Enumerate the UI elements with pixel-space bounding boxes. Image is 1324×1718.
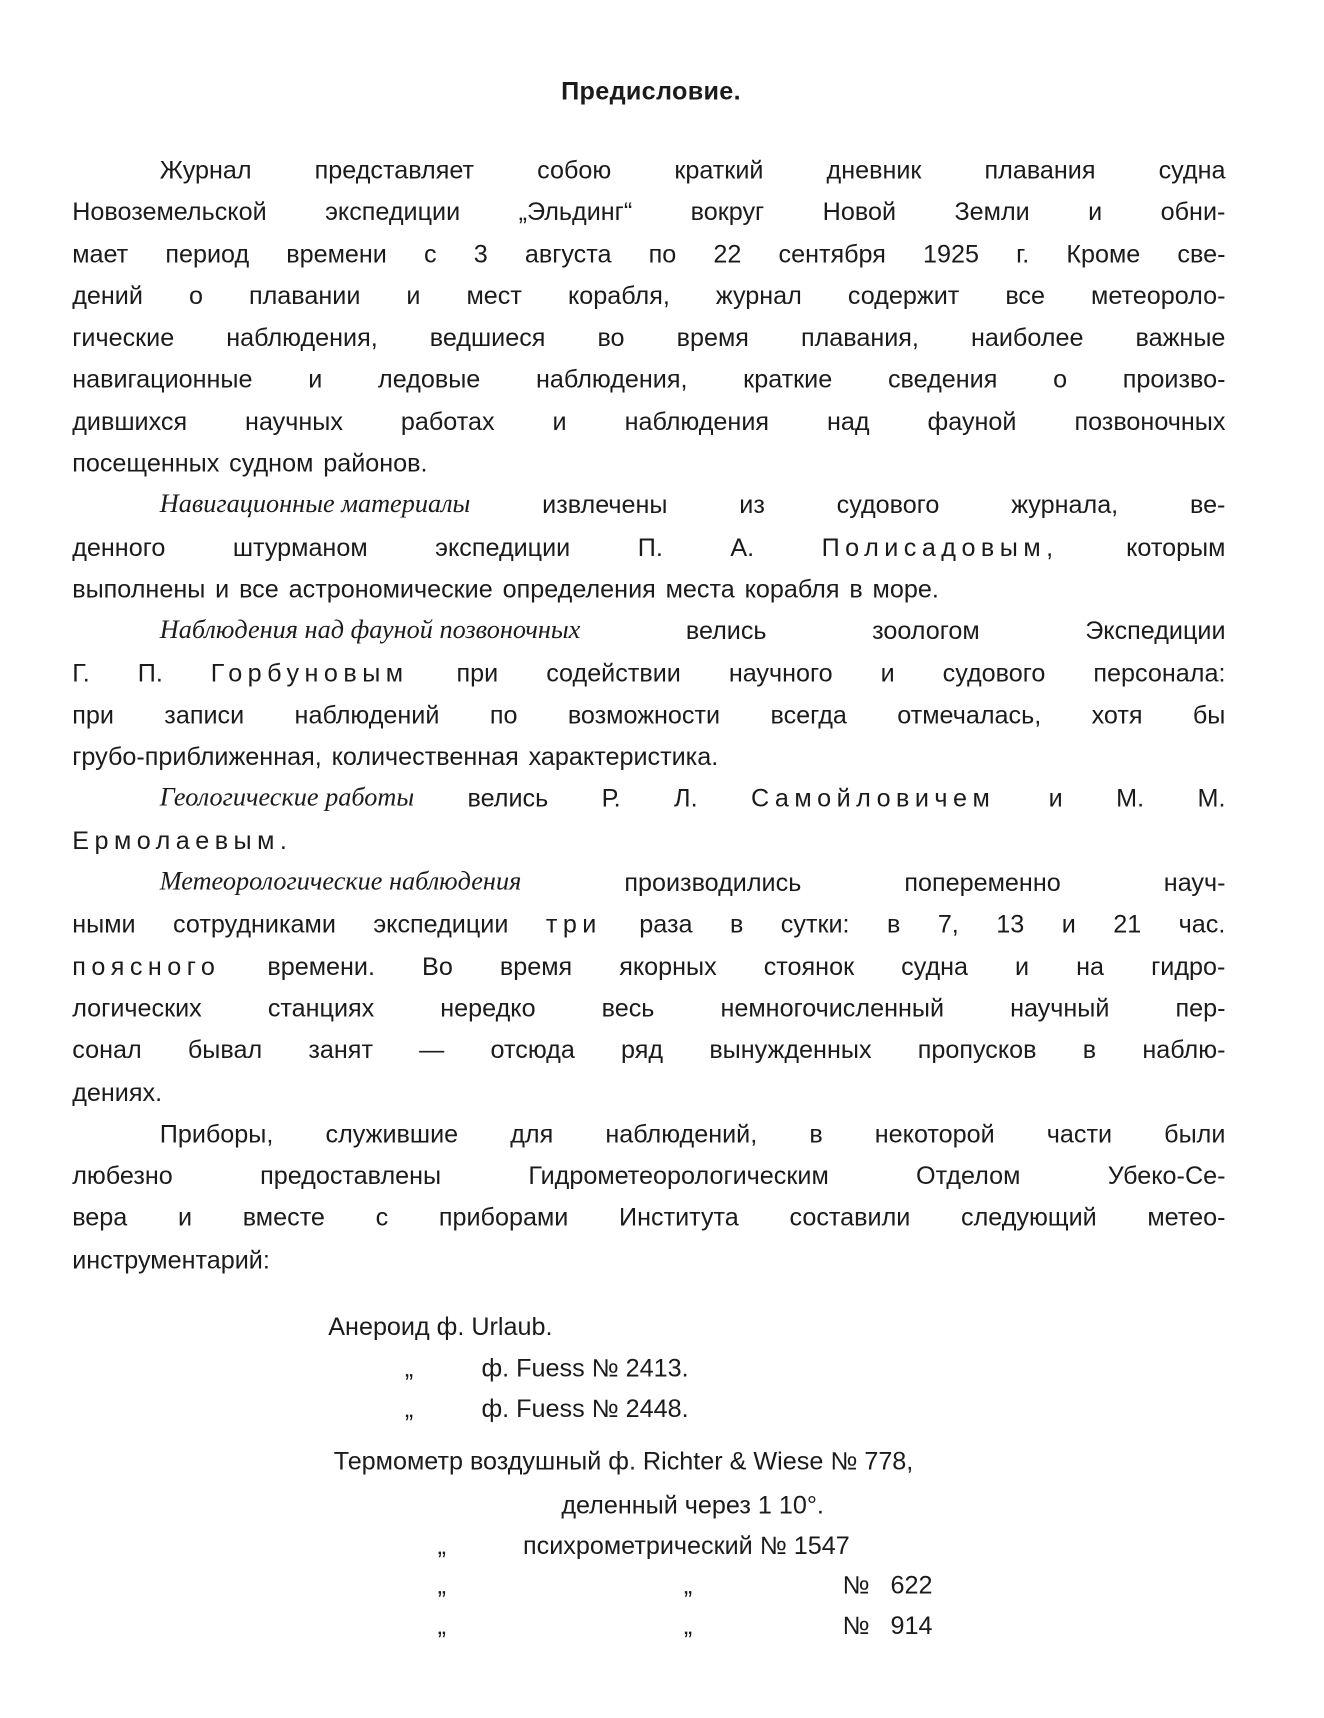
word: занят: [308, 1035, 373, 1064]
ditto-mark: „: [437, 1570, 447, 1599]
word: возможности: [567, 700, 721, 729]
word: денного: [72, 532, 166, 562]
word: судном: [229, 448, 314, 478]
word: времени: [286, 239, 387, 268]
word: всегда: [770, 700, 847, 729]
word: весь: [601, 993, 655, 1023]
word: судна: [1158, 155, 1226, 184]
word: Р.: [601, 784, 621, 813]
text-line: [72, 1238, 1225, 1280]
word: произво-: [1122, 364, 1226, 394]
word: персонала:: [1093, 658, 1226, 687]
word: 13: [996, 909, 1025, 939]
word: сентября: [778, 239, 886, 268]
word: гидро-: [1151, 951, 1226, 981]
word: 3: [473, 239, 488, 268]
word: во: [597, 323, 625, 352]
text-line: [72, 610, 1225, 652]
word: Полисадовым,: [821, 532, 1059, 562]
word: обни-: [1160, 197, 1226, 226]
word: велись: [467, 784, 549, 813]
instrument-aneroid-fuess-2448: ф. Fuess № 2448.: [481, 1394, 689, 1423]
word: А.: [730, 532, 755, 562]
word: бы: [1192, 700, 1226, 729]
word: Новоземельской: [72, 197, 267, 226]
text-line: [72, 358, 1225, 400]
word: метео-: [1147, 1203, 1226, 1232]
word: Института: [619, 1203, 739, 1232]
word: наблюдения,: [536, 364, 688, 394]
word: количественная: [331, 742, 519, 771]
word: ряд: [621, 1035, 664, 1064]
word: дений: [72, 281, 143, 310]
word: Убеко-Се-: [1107, 1161, 1226, 1190]
word: некоторой: [874, 1119, 995, 1148]
text-line: [72, 442, 1225, 484]
word: записи: [164, 700, 245, 729]
text-line: [72, 484, 1225, 526]
word: краткий: [674, 155, 764, 184]
word: для: [510, 1119, 554, 1148]
paragraph: [72, 149, 1225, 484]
word: вынужденных: [709, 1035, 872, 1064]
word: и: [1088, 197, 1103, 226]
word: времени.: [267, 951, 376, 981]
text-line: [72, 316, 1225, 358]
word: с: [375, 1203, 389, 1232]
word: науч-: [1163, 867, 1226, 897]
text-line: [72, 191, 1225, 233]
text-line: [72, 819, 1225, 861]
paragraph: [72, 777, 1225, 861]
ditto-mark: „: [404, 1353, 414, 1383]
word: корабля,: [567, 281, 670, 310]
word: Экспедиции: [1085, 616, 1226, 645]
word: плавания: [984, 155, 1096, 184]
instrument-thermometer-division: деленный через 1 10°.: [561, 1490, 824, 1519]
word: отмечалась,: [897, 700, 1042, 729]
word: по: [489, 700, 518, 729]
word: августа: [524, 239, 612, 268]
instrument-psychrometric-1547: психрометрический № 1547: [523, 1530, 850, 1560]
text-line: [72, 903, 1225, 945]
word: Земли: [954, 197, 1030, 226]
word: в: [849, 574, 863, 603]
word: пропусков: [917, 1035, 1037, 1064]
ditto-mark: „: [683, 1610, 693, 1640]
italic-lead: Геологические работы: [159, 784, 415, 813]
word: дениях.: [72, 1077, 163, 1106]
word: 1925: [923, 239, 980, 268]
word: мает: [72, 239, 129, 268]
word: дившихся: [72, 406, 188, 436]
italic-lead: Метеорологические наблюдения: [159, 867, 522, 897]
word: экспедиции: [373, 909, 509, 939]
word: Л.: [674, 784, 698, 813]
instrument-thermometer-622: № 622: [842, 1570, 933, 1599]
word: собою: [537, 155, 612, 184]
word: в: [1082, 1035, 1097, 1064]
word: экспедиции: [325, 197, 461, 226]
word: 7,: [937, 909, 959, 939]
text-line: [72, 652, 1225, 694]
word: ве-: [1189, 490, 1226, 520]
word: штурманом: [232, 532, 368, 562]
word: приборами: [438, 1203, 569, 1232]
word: посещенных: [72, 448, 220, 478]
word: судна: [901, 951, 969, 981]
word: Во: [422, 951, 453, 981]
word: Гидрометеорологическим: [528, 1161, 829, 1190]
word: Ермолаевым.: [72, 825, 293, 855]
word: астрономические: [288, 574, 493, 603]
word: краткие: [743, 364, 833, 394]
ditto-mark: „: [437, 1530, 447, 1560]
word: на: [1076, 951, 1105, 981]
word: час.: [1178, 909, 1226, 939]
word: станциях: [267, 993, 375, 1023]
instrument-aneroid-urlaub: Анероид ф. Urlaub.: [328, 1312, 553, 1341]
text-line: [72, 1071, 1225, 1113]
word: все: [239, 574, 279, 603]
text-line: [72, 233, 1225, 275]
word: Г.: [72, 658, 90, 687]
text-line: [72, 1113, 1225, 1155]
word: бывал: [187, 1035, 263, 1064]
word: Новой: [822, 197, 897, 226]
word: места: [665, 574, 735, 603]
ditto-mark: „: [404, 1394, 414, 1423]
word: М.: [1116, 784, 1145, 813]
word: отсюда: [490, 1035, 575, 1064]
word: гические: [72, 323, 175, 352]
word: все: [1005, 281, 1045, 310]
instrument-thermometer-914: № 914: [842, 1610, 933, 1640]
word: и: [215, 574, 230, 603]
word: вместе: [242, 1203, 325, 1232]
word: период: [165, 239, 250, 268]
word: нередко: [440, 993, 536, 1023]
word: в: [887, 909, 901, 939]
word: якорных: [619, 951, 717, 981]
word: научных: [245, 406, 343, 436]
word: предоставлены: [260, 1161, 442, 1190]
word: по: [648, 239, 677, 268]
instrument-thermometer-778: Термометр воздушный ф. Richter & Wiese № 778,: [333, 1446, 914, 1476]
word: о: [1053, 364, 1068, 394]
word: раза: [639, 909, 693, 939]
word: све-: [1177, 239, 1226, 268]
word: вера: [72, 1203, 128, 1232]
text-line: [72, 400, 1225, 442]
word: журнал: [715, 281, 802, 310]
italic-lead: Наблюдения над фауной позвоночных: [159, 616, 581, 645]
text-line: [72, 1197, 1225, 1239]
text-line: [72, 987, 1225, 1029]
page-title: Предисловие.: [561, 76, 741, 106]
word: 22: [713, 239, 742, 268]
word: и: [177, 1203, 193, 1232]
word: 21: [1113, 909, 1142, 939]
word: мест: [466, 281, 522, 310]
word: плавания,: [800, 323, 919, 352]
word: сутки:: [780, 909, 850, 939]
word: характеристика.: [528, 742, 719, 771]
word: при: [456, 658, 499, 687]
word: Приборы,: [159, 1119, 274, 1148]
word: о: [188, 281, 203, 310]
word: и: [308, 364, 323, 394]
word: Самойловичем: [750, 784, 996, 813]
word: которым: [1126, 532, 1226, 562]
word: стоянок: [763, 951, 855, 981]
word: районов.: [323, 448, 428, 478]
word: плавании: [248, 281, 361, 310]
word: три: [545, 909, 602, 939]
word: наблюдений: [294, 700, 440, 729]
word: дневник: [826, 155, 922, 184]
word: вокруг: [690, 197, 765, 226]
word: составили: [789, 1203, 911, 1232]
word: в: [729, 909, 744, 939]
word: метеороло-: [1091, 281, 1226, 310]
word: фауной: [927, 406, 1017, 436]
word: из: [739, 490, 765, 520]
word: в: [809, 1119, 823, 1148]
word: выполнены: [72, 574, 206, 603]
word: определения: [502, 574, 656, 603]
text-line: [72, 861, 1225, 903]
italic-lead: Навигационные материалы: [159, 490, 471, 520]
ditto-mark: „: [437, 1610, 447, 1640]
word: сведения: [887, 364, 998, 394]
word: наблю-: [1142, 1035, 1226, 1064]
word: хотя: [1091, 700, 1143, 729]
word: сотрудниками: [173, 909, 336, 939]
word: Журнал: [159, 155, 252, 184]
word: и: [406, 281, 421, 310]
word: служившие: [325, 1119, 459, 1148]
word: наблюдения,: [226, 323, 378, 352]
word: г.: [1016, 239, 1030, 268]
word: велись: [685, 616, 767, 645]
text-line: [72, 736, 1225, 778]
word: грубо-приближенная,: [72, 742, 322, 771]
word: и: [1015, 951, 1030, 981]
word: и: [880, 658, 895, 687]
word: содействии: [546, 658, 681, 687]
text-line: [72, 275, 1225, 317]
word: были: [1164, 1119, 1226, 1148]
text-line: [72, 777, 1225, 819]
word: корабля: [744, 574, 840, 603]
word: и: [1048, 784, 1063, 813]
word: судового: [942, 658, 1046, 687]
word: с: [424, 239, 437, 268]
ditto-mark: „: [683, 1570, 693, 1599]
word: важные: [1135, 323, 1226, 352]
word: извлечены: [542, 490, 668, 520]
instrument-aneroid-fuess-2413: ф. Fuess № 2413.: [481, 1353, 689, 1383]
word: и: [1061, 909, 1076, 939]
word: наблюдения: [624, 406, 770, 436]
word: время: [676, 323, 749, 352]
word: ведшиеся: [429, 323, 546, 352]
text-line: [72, 1155, 1225, 1197]
word: части: [1046, 1119, 1113, 1148]
word: ледовые: [378, 364, 481, 394]
paragraph: [72, 1113, 1225, 1281]
word: при: [72, 700, 114, 729]
word: журнала,: [1011, 490, 1119, 520]
word: —: [419, 1035, 445, 1064]
word: работах: [400, 406, 495, 436]
word: море.: [872, 574, 939, 603]
text-line: [72, 568, 1225, 610]
word: время: [499, 951, 573, 981]
word: над: [826, 406, 870, 436]
word: Горбуновым: [210, 658, 409, 687]
word: П.: [637, 532, 663, 562]
word: инструментарий:: [72, 1245, 270, 1274]
word: навигационные: [72, 364, 253, 394]
paragraph: [72, 610, 1225, 778]
word: наблюдений,: [605, 1119, 758, 1148]
word: экспедиции: [435, 532, 571, 562]
word: следующий: [961, 1203, 1097, 1232]
word: логических: [72, 993, 202, 1023]
word: М.: [1197, 784, 1226, 813]
word: Кроме: [1066, 239, 1141, 268]
word: научный: [1010, 993, 1110, 1023]
word: наиболее: [970, 323, 1084, 352]
text-line: [72, 945, 1225, 987]
word: П.: [137, 658, 163, 687]
word: судового: [836, 490, 940, 520]
text-line: [72, 149, 1225, 191]
word: содержит: [847, 281, 960, 310]
paragraph: [72, 861, 1225, 1112]
word: ными: [72, 909, 136, 939]
word: сонал: [72, 1035, 142, 1064]
word: научного: [728, 658, 833, 687]
word: производились: [624, 867, 802, 897]
word: пер-: [1175, 993, 1226, 1023]
word: любезно: [72, 1161, 173, 1190]
word: позвоночных: [1074, 406, 1226, 436]
word: немногочисленный: [720, 993, 945, 1023]
body-text: [72, 149, 1225, 1281]
word: и: [552, 406, 567, 436]
word: „Эльдинг“: [518, 197, 633, 226]
word: зоологом: [872, 616, 980, 645]
word: попеременно: [904, 867, 1061, 897]
paragraph: [72, 484, 1225, 610]
text-line: [72, 526, 1225, 568]
text-line: [72, 1029, 1225, 1071]
word: представляет: [314, 155, 475, 184]
word: Отделом: [916, 1161, 1021, 1190]
word: поясного: [72, 951, 221, 981]
text-line: [72, 694, 1225, 736]
